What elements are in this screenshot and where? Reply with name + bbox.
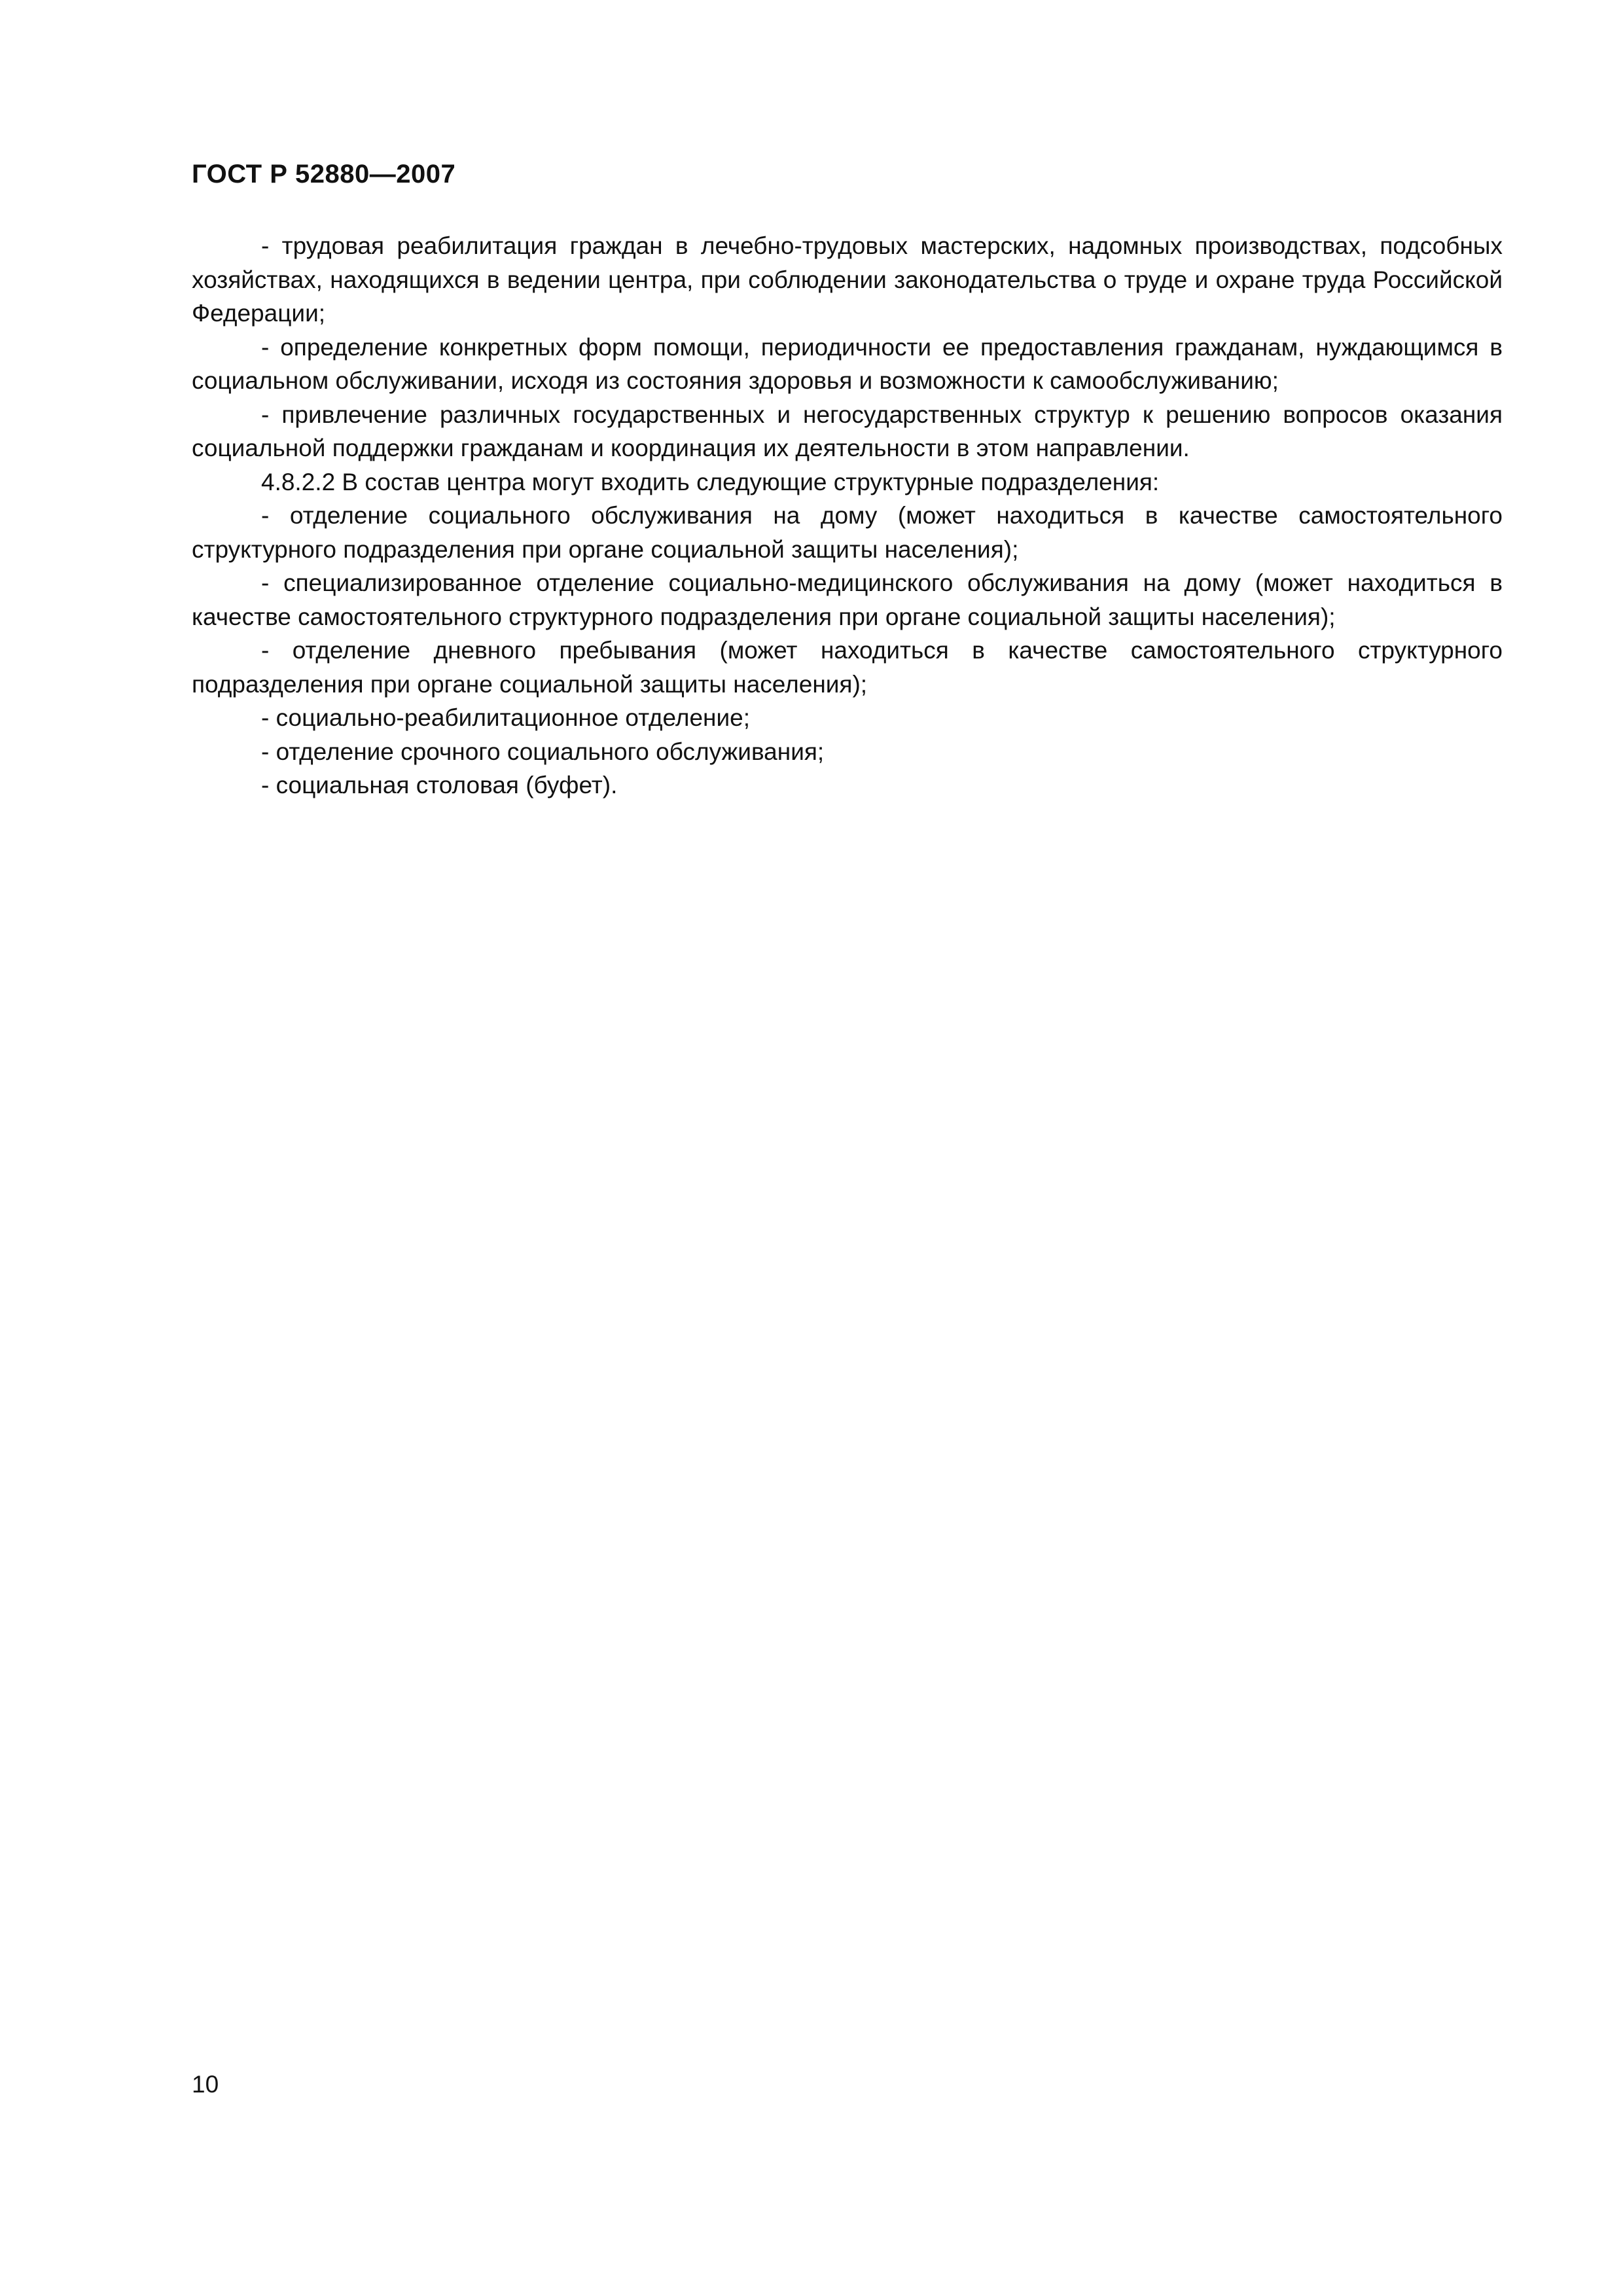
paragraph-involvement-of-structures: - привлечение различных государственных и негосударственных структур к решению вопросов оказания социальной поддержки гражданам и координация их деятельности в этом направлении.	[192, 401, 1503, 461]
page-number: 10	[192, 2071, 219, 2098]
document-header: ГОСТ Р 52880—2007	[192, 160, 456, 188]
paragraph-urgent-service-unit: - отделение срочного социального обслуживания;	[261, 738, 825, 765]
paragraph-specialized-medical-unit: - специализированное отделение социально-медицинского обслуживания на дому (может находиться в качестве самостоятельного структурного подразделения при органе социальной защиты населения);	[192, 569, 1503, 630]
paragraph-rehabilitation-unit: - социально-реабилитационное отделение;	[261, 704, 750, 731]
paragraph-home-social-service-unit: - отделение социального обслуживания на дому (может находиться в качестве самостоятельного структурного подразделения при органе социальной защиты населения);	[192, 502, 1503, 563]
paragraph-forms-of-assistance: - определение конкретных форм помощи, периодичности ее предоставления гражданам, нуждающимся в социальном обслуживании, исходя из состояния здоровья и возможности к самообслуживанию;	[192, 333, 1503, 394]
paragraph-day-stay-unit: - отделение дневного пребывания (может находиться в качестве самостоятельного структурного подразделения при органе социальной защиты населения);	[192, 637, 1503, 698]
paragraph-labor-rehabilitation: - трудовая реабилитация граждан в лечебно-трудовых мастерских, надомных производствах, подсобных хозяйствах, находящихся в ведении центра, при соблюдении законодательства о труде и охране труда Российской Федерации;	[192, 232, 1503, 327]
paragraph-section-4-8-2-2: 4.8.2.2 В состав центра могут входить следующие структурные подразделения:	[261, 468, 1160, 495]
paragraph-social-canteen: - социальная столовая (буфет).	[261, 772, 618, 798]
document-body	[192, 229, 1503, 802]
